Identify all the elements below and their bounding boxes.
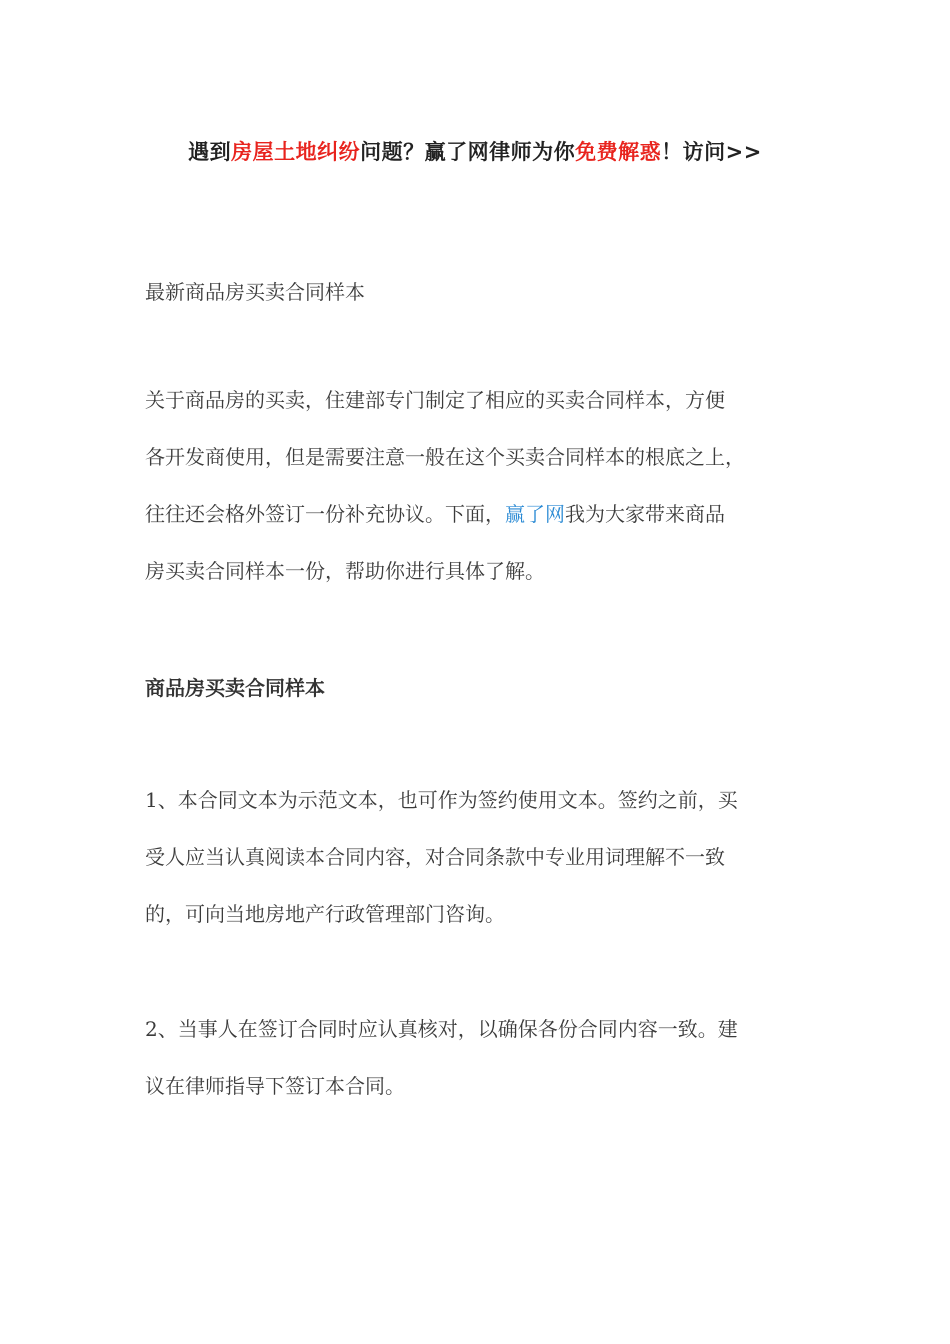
- yingle-link[interactable]: 赢了网: [505, 502, 565, 526]
- banner-highlight-topic: 房屋土地纠纷: [231, 140, 361, 164]
- intro-line-3: [145, 486, 815, 543]
- document-title: 最新商品房买卖合同样本: [145, 280, 365, 304]
- item-1-line-2: 受人应当认真阅读本合同内容，对合同条款中专业用词理解不一致: [145, 845, 725, 869]
- item-1-line-1: 1、本合同文本为示范文本，也可作为签约使用文本。签约之前，买: [145, 788, 738, 812]
- item-1-line-3: 的，可向当地房地产行政管理部门咨询。: [145, 902, 505, 926]
- intro-paragraph: [145, 372, 815, 600]
- banner-highlight-free: 免费解惑: [575, 140, 662, 164]
- intro-line-3-pre: 往往还会格外签订一份补充协议。下面，: [145, 502, 505, 526]
- intro-line-3-post: 我为大家带来商品: [565, 502, 725, 526]
- item-2-line-1: 2、当事人在签订合同时应认真核对，以确保各份合同内容一致。建: [145, 1017, 738, 1041]
- intro-line-4: 房买卖合同样本一份，帮助你进行具体了解。: [145, 559, 545, 583]
- item-2-paragraph: [145, 1001, 815, 1115]
- banner-text-1: 遇到: [188, 140, 232, 164]
- intro-line-1: 关于商品房的买卖，住建部专门制定了相应的买卖合同样本，方便: [145, 388, 725, 412]
- banner-text-3: ！: [661, 140, 683, 164]
- section-heading: 商品房买卖合同样本: [145, 676, 325, 700]
- banner-text-2: 问题？赢了网律师为你: [360, 140, 576, 164]
- intro-line-2: 各开发商使用，但是需要注意一般在这个买卖合同样本的根底之上，: [145, 445, 745, 469]
- banner-visit-link[interactable]: 访问>>: [682, 140, 762, 164]
- item-1-paragraph: [145, 772, 815, 943]
- item-2-line-2: 议在律师指导下签订本合同。: [145, 1074, 405, 1098]
- promo-banner: [0, 134, 950, 170]
